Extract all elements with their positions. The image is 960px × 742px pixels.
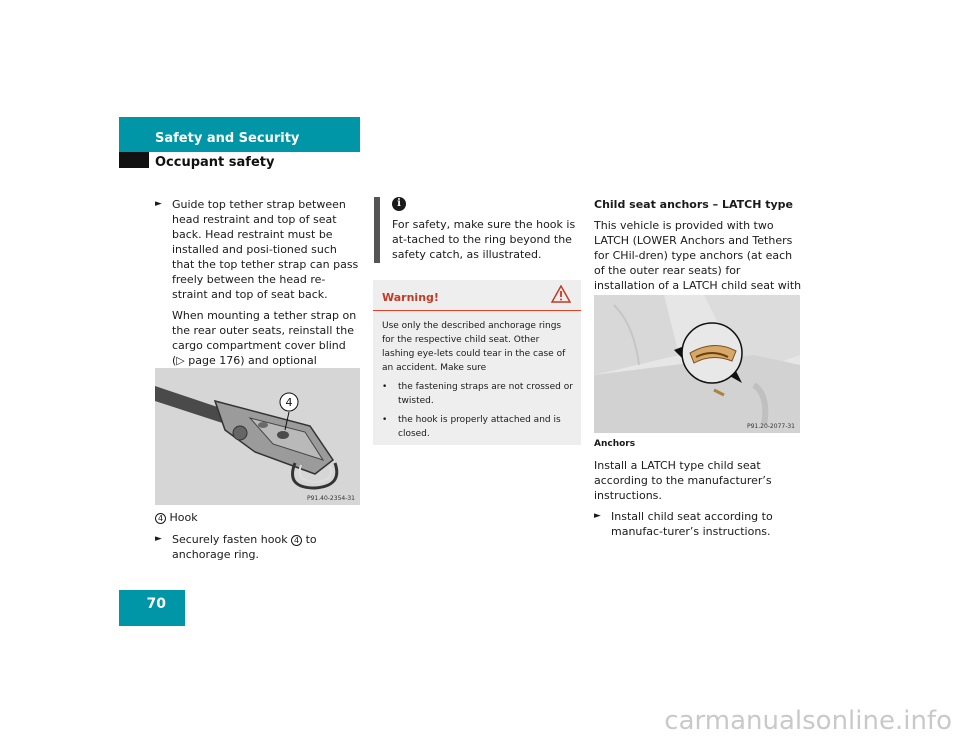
header-marker bbox=[119, 152, 149, 168]
figure-code: P91.20-2077-31 bbox=[746, 423, 795, 430]
subsection-title: Occupant safety bbox=[155, 155, 275, 170]
warning-item: • the fastening straps are not crossed or twisted. bbox=[382, 382, 573, 406]
figure-caption bbox=[155, 510, 198, 525]
warning-body bbox=[382, 319, 574, 441]
instruction-bullet: ► Securely fasten hook 4 to anchorage ring. bbox=[155, 533, 317, 561]
page-reference-link[interactable]: page 176 bbox=[188, 354, 241, 367]
anchors-drawing bbox=[594, 295, 800, 433]
warning-title: Warning! bbox=[382, 291, 439, 304]
watermark: carmanualsonline.info bbox=[664, 706, 952, 736]
instruction-text: Guide top tether strap between head restraint and top of seat back. Head restraint must be installed and posi-tioned such that the top tether strap can pass freely between the head re-straint and top of seat back. bbox=[172, 198, 359, 301]
callout-marker: 4 bbox=[155, 513, 166, 524]
bullet-arrow-icon: ► bbox=[155, 199, 162, 209]
warning-item: • the hook is properly attached and is closed. bbox=[382, 415, 561, 439]
anchors-illustration bbox=[594, 295, 800, 433]
column-left bbox=[155, 197, 360, 383]
section-title: Safety and Security bbox=[155, 131, 300, 146]
instruction-bullet bbox=[155, 197, 360, 302]
install-text: Install a LATCH type child seat according to the manufacturer’s instructions. bbox=[594, 459, 772, 502]
bullet-dot-icon: • bbox=[382, 415, 388, 425]
caption-label: Hook bbox=[169, 511, 198, 524]
page-ref-arrow-icon: ▷ bbox=[176, 354, 189, 367]
note-bar bbox=[374, 197, 380, 263]
bullet-dot-icon: • bbox=[382, 382, 388, 392]
column-right bbox=[594, 197, 804, 308]
info-icon: i bbox=[392, 197, 406, 211]
note-paragraph: When mounting a tether strap on the rear outer seats, reinstall the cargo compartment cover blind (▷ page 176) and optional bbox=[155, 308, 360, 383]
figure-caption: Anchors bbox=[594, 439, 636, 449]
page-number: 70 bbox=[146, 596, 166, 612]
column-right-lower bbox=[594, 437, 804, 539]
callout-marker: 4 bbox=[291, 535, 302, 546]
hook-drawing bbox=[155, 368, 360, 505]
bullet-arrow-icon: ► bbox=[155, 534, 162, 544]
warning-box bbox=[373, 280, 581, 445]
section-heading: Child seat anchors – LATCH type bbox=[594, 198, 794, 211]
warning-triangle-icon bbox=[551, 285, 571, 303]
info-note-text: For safety, make sure the hook is at-tached to the ring beyond the safety catch, as illustrated. bbox=[392, 218, 576, 261]
instruction-bullet: ► Install child seat according to manufac-turer’s instructions. bbox=[594, 510, 773, 538]
bullet-arrow-icon: ► bbox=[594, 511, 601, 521]
warning-header bbox=[373, 280, 581, 311]
warning-intro: Use only the described anchorage rings for the respective child seat. Other lashing eye-lets could tear in the case of an accident. Make sure bbox=[382, 321, 566, 373]
figure-code: P91.40-2354-31 bbox=[306, 495, 355, 502]
callout-number: 4 bbox=[285, 396, 293, 409]
hook-illustration bbox=[155, 368, 360, 505]
latch-description: This vehicle is provided with two LATCH (LOWER Anchors and Tethers for CHil-dren) type anchors (at each of the outer rear seats) for installation of a LATCH child seat with bbox=[594, 219, 802, 292]
